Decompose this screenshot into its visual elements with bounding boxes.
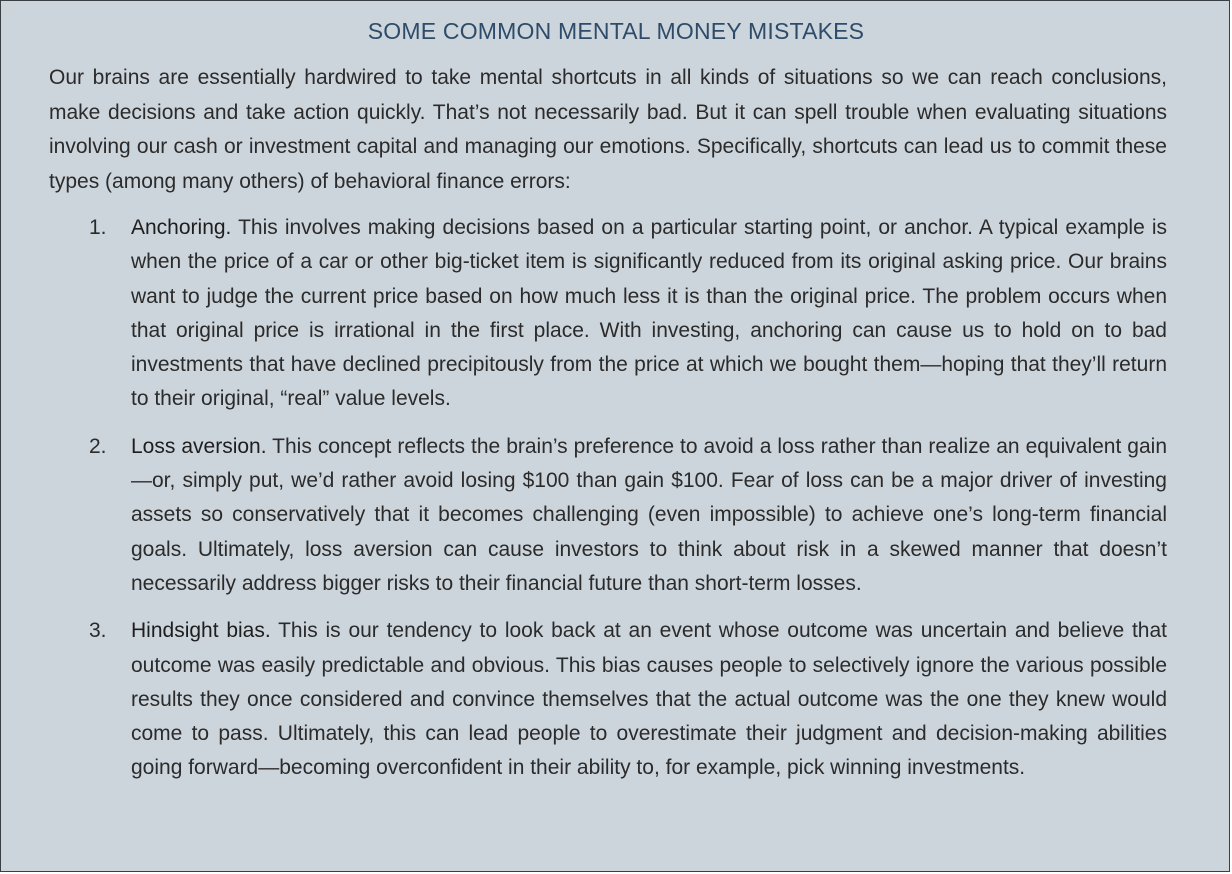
list-item-text: This concept reflects the brain’s preference to avoid a loss rather than realize an equivalent gain—or, simply put, we’d rather avoid losing $100 than gain $100. Fear of loss can be a major driver of investing assets so conservatively that it becomes challenging (even impossible) to achieve one’s long-term financial goals. Ultimately, loss aversion can cause investors to think about risk in a skewed manner that doesn’t necessarily address bigger risks to their financial future than short-term losses. [131,434,1168,595]
list-item-loss-aversion [49,430,1167,601]
list-item-anchoring [49,211,1167,417]
list-item-number: 2. [89,434,107,458]
intro-paragraph: Our brains are essentially hardwired to take mental shortcuts in all kinds of situations so we can reach conclusions, make decisions and take action quickly. That’s not necessarily bad. But it can spell trouble when evaluating situations involving our cash or investment capital and managing our emotions. Specifically, shortcuts can lead us to commit these types (among many others) of behavioral finance errors: [49,66,1167,193]
page-title: SOME COMMON MENTAL MONEY MISTAKES [367,18,865,44]
list-item-term: Anchoring. [131,216,232,239]
list-item-term: Hindsight bias. [131,619,271,643]
list-item-number: 1. [89,216,107,239]
mistakes-list [49,211,1167,799]
list-item-hindsight-bias [49,614,1167,785]
list-item-text: This involves making decisions based on a particular starting point, or anchor. A typical example is when the price of a car or other big-ticket item is significantly reduced from its original asking price. Our brains want to judge the current price based on how much less it is than the original price. The problem occurs when that original price is irrational in the first place. With investing, anchoring can cause us to hold on to bad investments that have declined precipitously from the price at which we bought them—hoping that they’ll return to their original, “real” value levels. [131,216,1167,411]
list-item-text: This is our tendency to look back at an event whose outcome was uncertain and believe that outcome was easily predictable and obvious. This bias causes people to selectively ignore the various possible results they once considered and convince themselves that the actual outcome was the one they knew would come to pass. Ultimately, this can lead people to overestimate their judgment and decision-making abilities going forward—becoming overconfident in their ability to, for example, pick winning investments. [131,619,1167,780]
list-item-term: Loss aversion. [131,434,267,458]
list-item-number: 3. [89,619,107,643]
